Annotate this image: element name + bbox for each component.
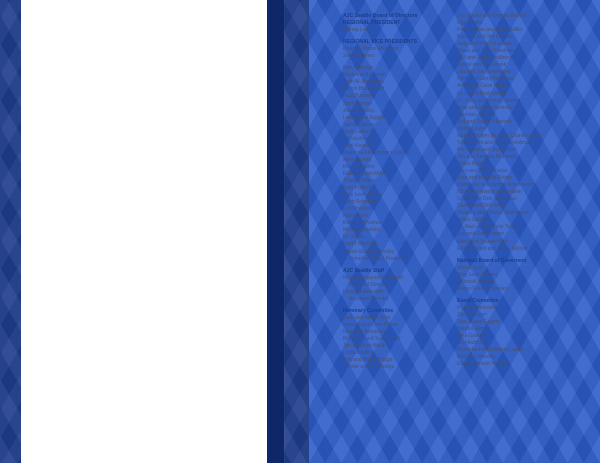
list-item: Kern and Ginny Hardman <box>457 76 515 83</box>
list-item: Eileen Glasser Wesley <box>457 285 509 292</box>
list-item: Drs. David and Virginia Broudy <box>457 13 527 19</box>
list-heading: National Board of Governors <box>457 257 527 264</box>
list-item: Jan and Ken Block <box>343 343 386 350</box>
list-item: Ruth M. Bernstein <box>343 79 384 86</box>
list-item: Dr. H and Ruth Hirsch <box>457 90 507 97</box>
list-item: Helen Stusser <box>457 217 489 224</box>
list-item: Dr. Gary and Wendy Kaplan <box>457 97 521 104</box>
list-item: Ken Alterman <box>343 65 374 72</box>
list-item: Barbara and Ted Daniels <box>457 34 513 41</box>
member-role: Immediate Past President <box>349 255 408 262</box>
list-item: Nina Gatkavi <box>343 128 373 135</box>
list-item: Bob and Bobbi Bridge <box>343 357 393 364</box>
list-item: Neal and Malia Kartinsky <box>457 104 514 111</box>
list-item: Stan and Michele Rosen <box>457 175 513 182</box>
list-item: Deborah Rosen <box>457 278 493 285</box>
list-item: Amy Levin Ragen <box>457 271 498 278</box>
list-item: Zach Cooper <box>457 311 487 318</box>
list-item: Jack and Adina Almo <box>343 314 391 321</box>
list-item: Jim Dublinsky <box>343 107 375 114</box>
list-item: Murray Lee <box>457 264 483 271</box>
list-item: Rabbi Jay and Janine Rosenbaum <box>457 182 535 189</box>
list-heading: Honorary Committee <box>343 307 394 314</box>
list-item: Rabbi Daniel and Cindy Weiner <box>457 245 528 252</box>
list-item: Olga Carlin <box>457 20 483 27</box>
list-item: Andy and Carol Harris <box>457 83 508 90</box>
list-item: Linda Bookey <box>343 350 374 357</box>
list-heading: AJC Seattle Staff <box>343 267 385 274</box>
list-item: Deanna Weiss Etsekson <box>343 46 399 53</box>
list-item: Rosanna Fleischmann Lapan <box>343 149 410 156</box>
committee-column-2 <box>457 13 575 368</box>
list-item: Neil and Carol Goldberg <box>457 55 512 62</box>
list-item: Rabbi James Mirel <box>343 170 386 177</box>
list-heading: AJC Seattle Board of Directors <box>343 13 418 19</box>
list-item: Bill Hochberg <box>457 340 488 347</box>
list-item: Nicki Short <box>343 213 368 220</box>
list-item: Lila and Joe Greengard <box>457 69 511 76</box>
list-item: Murray Lee <box>343 27 369 34</box>
list-item: Michael Spektor <box>343 227 380 234</box>
list-item: Gregory and Debbie Steinhauer <box>457 210 529 217</box>
list-item: Hans and Sharon Weh <box>457 238 509 245</box>
list-item: Pam Cowan and Steve Miller <box>457 27 523 34</box>
list-item: Zach Cooper <box>343 100 373 107</box>
member-role: Regional Director <box>349 281 389 288</box>
list-item: Betty and Randy Rubenstein <box>457 189 522 196</box>
member-role: Assistant Director <box>349 295 389 302</box>
list-item: Mollie Lauter <box>457 125 487 132</box>
list-item: Keith Schorsch <box>343 199 378 206</box>
list-item: Jaclyn Blumenfeld <box>343 86 385 93</box>
list-item: Eileen Glasser Wesley <box>457 361 509 368</box>
list-item: Goldie and Don Silverman <box>457 196 517 203</box>
list-item: Rosanna Fleischmann Lapan <box>457 347 524 354</box>
list-heading: REGIONAL VICE PRESIDENTS <box>343 39 418 46</box>
list-item: Nina Gatkavi <box>457 333 487 340</box>
list-item: Lori Shelden <box>343 206 372 213</box>
list-item: Steve and Julie Friedman <box>457 48 515 55</box>
list-item: Tom Leavitt and Darcy Goodman <box>457 139 532 146</box>
list-item: Judy and Irvin De Jonas <box>457 41 512 48</box>
list-item: Robin Negrin <box>457 160 487 167</box>
committee-column-1 <box>343 13 461 371</box>
list-item: Rabbi Sholom Ber and Chanie Levitin <box>457 132 542 139</box>
list-item: Sandra Elman <box>457 326 490 333</box>
list-item: Howard and Lynn Behar <box>343 321 398 328</box>
list-item: Dr. Alan and Michele Tesler <box>457 224 519 231</box>
list-item: Ruth M. Bernstein <box>457 304 498 311</box>
list-item: Ronald Leibsohn <box>457 354 496 361</box>
list-item: Lucy and Herb Pruzan <box>457 168 508 175</box>
list-item: Eli Sulkin <box>343 234 364 241</box>
list-item: Amy Levin Ragen <box>343 192 384 199</box>
list-item: Beni Pollock <box>343 185 372 192</box>
list-item: Ted and Susan Klastorin <box>457 118 513 125</box>
list-item: Ron Leibsohn <box>343 163 375 170</box>
list-item: Gale Kessler <box>343 142 373 149</box>
list-item: Regina Sassoon Friedland <box>343 274 404 281</box>
list-item: Madeline Bergman <box>343 72 386 79</box>
list-item: Bill Hochberg <box>343 135 374 142</box>
list-heading: REGIONAL PRESIDENT <box>343 20 401 27</box>
list-item: Ken Lewis and Joyce Hert <box>457 146 517 153</box>
list-item: Jackie and Gail Frank <box>457 62 507 69</box>
list-item: Jimmy Pollack <box>343 178 376 185</box>
list-item: Lisa Straus Eggers <box>343 114 387 121</box>
list-item: Ariel Lapson <box>343 156 372 163</box>
list-item: Barbara Shulman <box>343 220 383 227</box>
list-item: Eileen Glasser Wesley, <box>343 248 396 255</box>
list-item: Leslie Rubenstein <box>343 288 384 295</box>
list-item: Sandra Elman <box>343 121 376 128</box>
list-item: Rebecca Benaroya <box>343 328 387 335</box>
list-item: Bill Block and Sue Leavitt <box>343 336 401 343</box>
list-item: Bobbie and Jon Bridge <box>343 364 395 371</box>
list-item: Lisa Straus Eggers <box>457 318 501 325</box>
list-item: Carrie and Dick Stein <box>457 203 506 210</box>
list-item: Paul Burstein <box>343 93 374 100</box>
list-item: Solomon Karmel <box>457 111 495 118</box>
list-item: Evy and Dany Vaxen <box>457 231 505 238</box>
list-heading: Event Committee <box>457 297 499 304</box>
list-item: Jim and Barbara Marowitz <box>457 153 517 160</box>
committee-panel <box>21 0 267 463</box>
list-item: David Warnock <box>343 241 378 248</box>
list-item: Sam Jefferies <box>343 53 375 60</box>
